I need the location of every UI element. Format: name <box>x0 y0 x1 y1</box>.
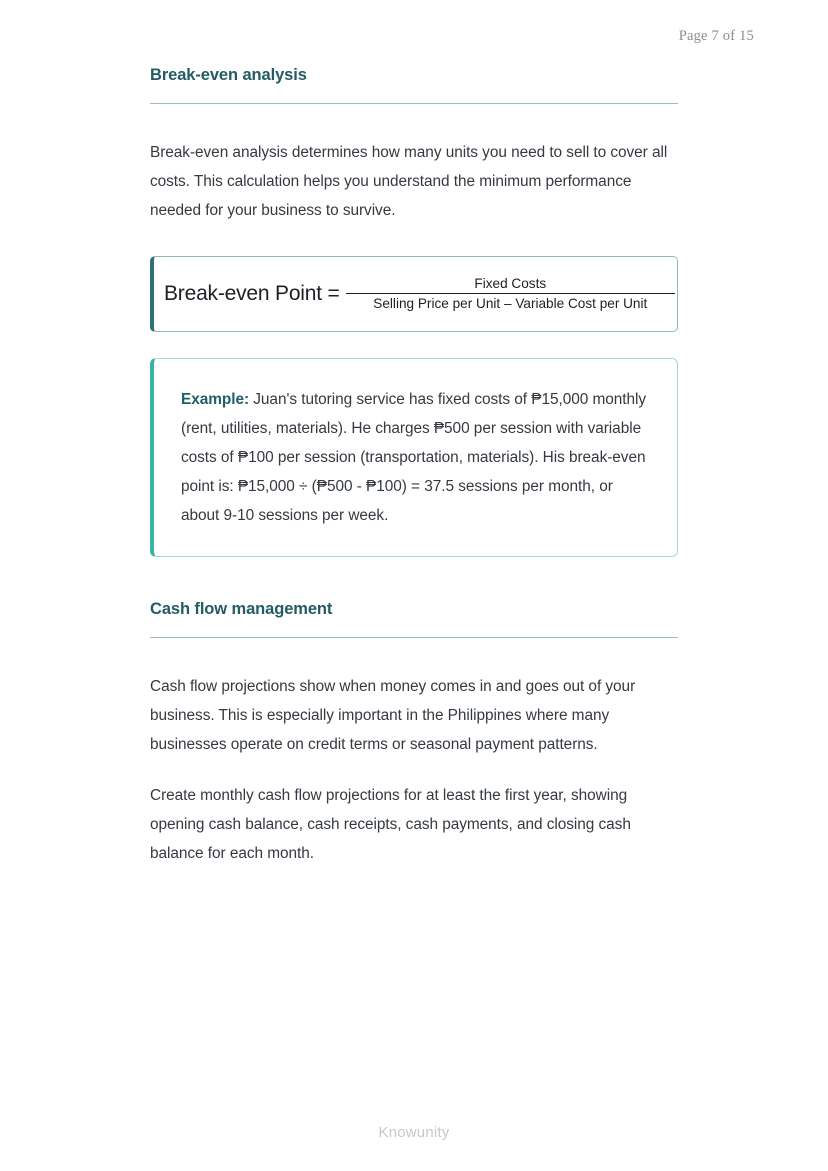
formula-fraction <box>346 275 675 313</box>
section-heading-cash-flow: Cash flow management <box>150 600 333 618</box>
example-paragraph <box>181 385 651 530</box>
fraction-numerator: Fixed Costs <box>474 276 547 291</box>
section-heading-break-even: Break-even analysis <box>150 66 307 84</box>
page-content <box>150 66 678 868</box>
heading-divider <box>150 103 678 104</box>
fraction-denominator: Selling Price per Unit – Variable Cost per Unit <box>373 296 648 311</box>
heading-divider <box>150 637 678 638</box>
example-callout <box>150 358 678 557</box>
footer-brand-watermark: Knowunity <box>378 1124 450 1141</box>
formula-left-hand-side: Break-even Point = <box>164 282 340 305</box>
page-number-indicator: Page 7 of 15 <box>678 28 754 44</box>
example-label: Example: <box>181 391 250 408</box>
formula-callout <box>150 256 678 332</box>
example-body-text: Juan's tutoring service has fixed costs of ₱15,000 monthly (rent, utilities, materials). He charges ₱500 per session with variable costs of ₱100 per session (transportation, materials). His break-even point is: ₱15,000 ÷ (₱500 - ₱100) = 37.5 sessions per month, or about 9-10 sessions per week. <box>181 391 646 524</box>
formula-row <box>164 275 675 313</box>
paragraph-cash-flow-1: Cash flow projections show when money comes in and goes out of your business. This is especially important in the Philippines where many businesses operate on credit terms or seasonal payment patterns. <box>150 678 636 753</box>
paragraph-cash-flow-2: Create monthly cash flow projections for at least the first year, showing opening cash balance, cash receipts, cash payments, and closing cash balance for each month. <box>150 787 631 862</box>
section-break-even <box>150 66 678 104</box>
paragraph-break-even-intro: Break-even analysis determines how many units you need to sell to cover all costs. This calculation helps you understand the minimum performance needed for your business to survive. <box>150 144 668 219</box>
section-cash-flow <box>150 600 678 638</box>
